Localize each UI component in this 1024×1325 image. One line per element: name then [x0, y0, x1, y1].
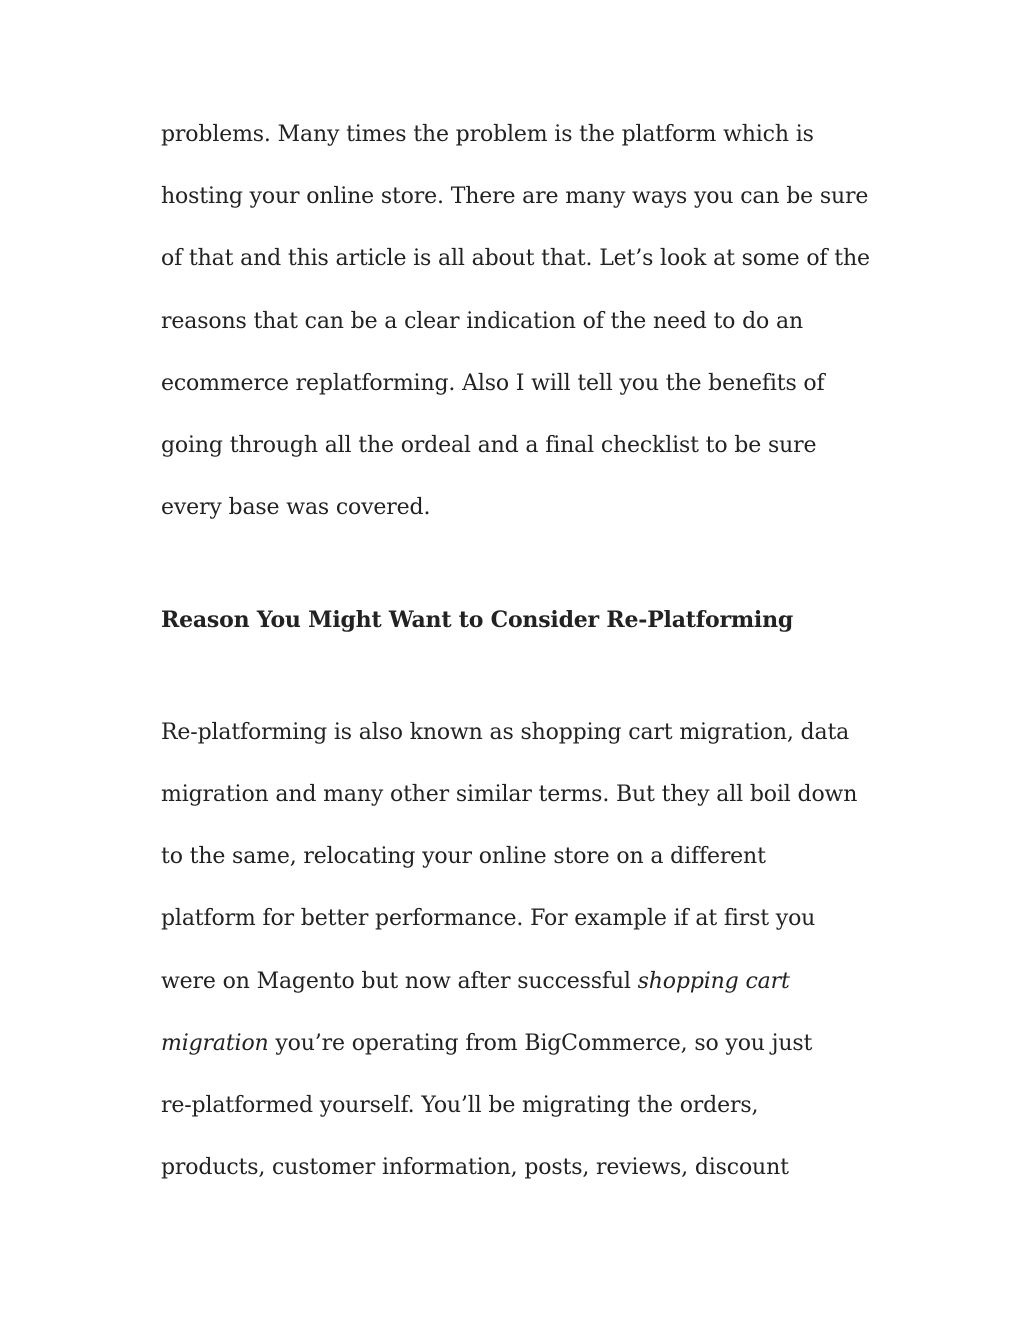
italic-term: shopping cart	[637, 969, 790, 994]
text-segment: you’re operating from BigCommerce, so you just	[268, 1031, 813, 1056]
paragraph-line: hosting your online store. There are many ways you can be sure	[161, 184, 869, 209]
paragraph-line: every base was covered.	[161, 495, 431, 520]
paragraph-line: problems. Many times the problem is the platform which is	[161, 122, 814, 147]
paragraph-line: reasons that can be a clear indication of the need to do an	[161, 309, 803, 334]
paragraph-line	[161, 1029, 812, 1059]
italic-term: migration	[161, 1031, 269, 1056]
paragraph-line: re-platformed yourself. You’ll be migrating the orders,	[161, 1093, 759, 1118]
paragraph-line: products, customer information, posts, reviews, discount	[161, 1155, 789, 1180]
paragraph-line: going through all the ordeal and a final checklist to be sure	[161, 433, 817, 458]
section-heading: Reason You Might Want to Consider Re-Platforming	[161, 607, 794, 633]
paragraph-line	[161, 967, 790, 997]
paragraph-line: ecommerce replatforming. Also I will tell you the benefits of	[161, 371, 825, 396]
paragraph-line: Re-platforming is also known as shopping cart migration, data	[161, 720, 850, 745]
paragraph-line: migration and many other similar terms. But they all boil down	[161, 782, 858, 807]
text-segment: were on Magento but now after successful	[161, 969, 638, 994]
paragraph-line: platform for better performance. For example if at first you	[161, 906, 816, 931]
paragraph-line: to the same, relocating your online store on a different	[161, 844, 766, 869]
paragraph-line: of that and this article is all about that. Let’s look at some of the	[161, 246, 870, 271]
